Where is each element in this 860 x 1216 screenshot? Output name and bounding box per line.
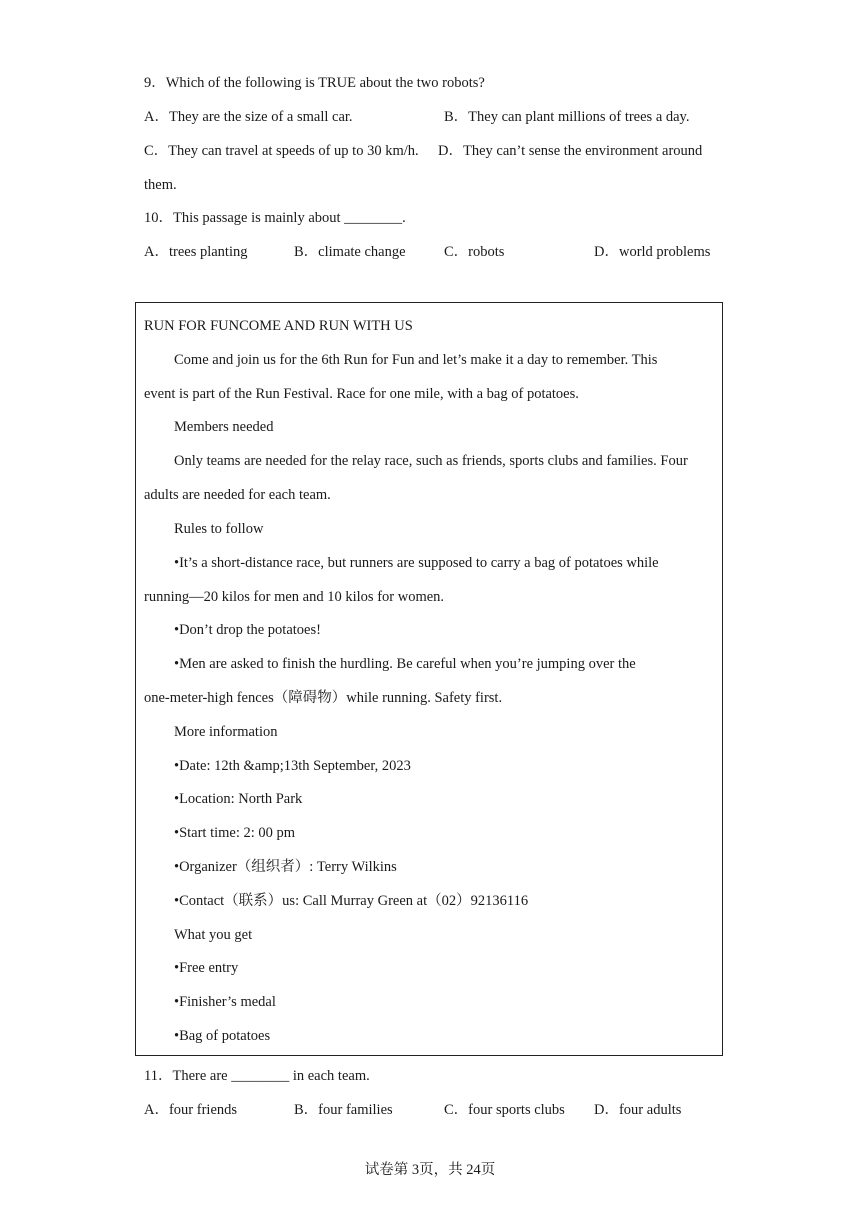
get-heading: What you get bbox=[174, 927, 253, 943]
rule-3-line-1: •Men are asked to finish the hurdling. Be careful when you’re jumping over the bbox=[174, 656, 636, 672]
rule-1-line-2: running—20 kilos for men and 10 kilos for women. bbox=[144, 589, 445, 605]
rule-3-line-2: one-meter-high fences（障碍物）while running. Safety first. bbox=[144, 690, 503, 706]
passage-intro-line-2: event is part of the Run Festival. Race for one mile, with a bag of potatoes. bbox=[144, 386, 579, 402]
rule-2: •Don’t drop the potatoes! bbox=[174, 622, 321, 638]
info-start-time: •Start time: 2: 00 pm bbox=[174, 825, 296, 841]
info-organizer: •Organizer（组织者）: Terry Wilkins bbox=[174, 859, 397, 875]
q11-option-a: A．four friends bbox=[144, 1102, 238, 1118]
q10-option-c: C．robots bbox=[444, 244, 505, 260]
get-item-3: •Bag of potatoes bbox=[174, 1028, 271, 1044]
info-heading: More information bbox=[174, 724, 278, 740]
info-date: •Date: 12th &amp;13th September, 2023 bbox=[174, 758, 411, 774]
info-location: •Location: North Park bbox=[174, 791, 303, 807]
q10-option-a: A．trees planting bbox=[144, 244, 248, 260]
members-line-2: adults are needed for each team. bbox=[144, 487, 331, 503]
q10-option-b: B．climate change bbox=[294, 244, 406, 260]
members-line-1: Only teams are needed for the relay race, such as friends, sports clubs and families. Four bbox=[174, 453, 688, 469]
q9-option-d-continued: them. bbox=[144, 177, 177, 193]
passage-title: RUN FOR FUNCOME AND RUN WITH US bbox=[144, 318, 413, 334]
q11-stem: 11．There are ________ in each team. bbox=[144, 1068, 370, 1084]
passage-intro-line-1: Come and join us for the 6th Run for Fun and let’s make it a day to remember. This bbox=[174, 352, 658, 368]
get-item-1: •Free entry bbox=[174, 960, 239, 976]
get-item-2: •Finisher’s medal bbox=[174, 994, 276, 1010]
page-footer: 试卷第 3页，共 24页 bbox=[364, 1162, 496, 1178]
q9-option-c: C．They can travel at speeds of up to 30 km/h. bbox=[144, 143, 419, 159]
q9-option-a: A．They are the size of a small car. bbox=[144, 109, 353, 125]
rule-1-line-1: •It’s a short-distance race, but runners are supposed to carry a bag of potatoes while bbox=[174, 555, 659, 571]
q11-option-b: B．four families bbox=[294, 1102, 393, 1118]
q10-option-d: D．world problems bbox=[594, 244, 711, 260]
info-contact: •Contact（联系）us: Call Murray Green at（02）92136116 bbox=[174, 893, 529, 909]
rules-heading: Rules to follow bbox=[174, 521, 264, 537]
q9-option-d: D．They can’t sense the environment around bbox=[438, 143, 703, 159]
q9-stem: 9．Which of the following is TRUE about the two robots? bbox=[144, 75, 485, 91]
q10-stem: 10．This passage is mainly about ________. bbox=[144, 210, 406, 226]
q9-option-b: B．They can plant millions of trees a day. bbox=[444, 109, 690, 125]
q11-option-d: D．four adults bbox=[594, 1102, 682, 1118]
q11-option-c: C．four sports clubs bbox=[444, 1102, 565, 1118]
members-heading: Members needed bbox=[174, 419, 274, 435]
